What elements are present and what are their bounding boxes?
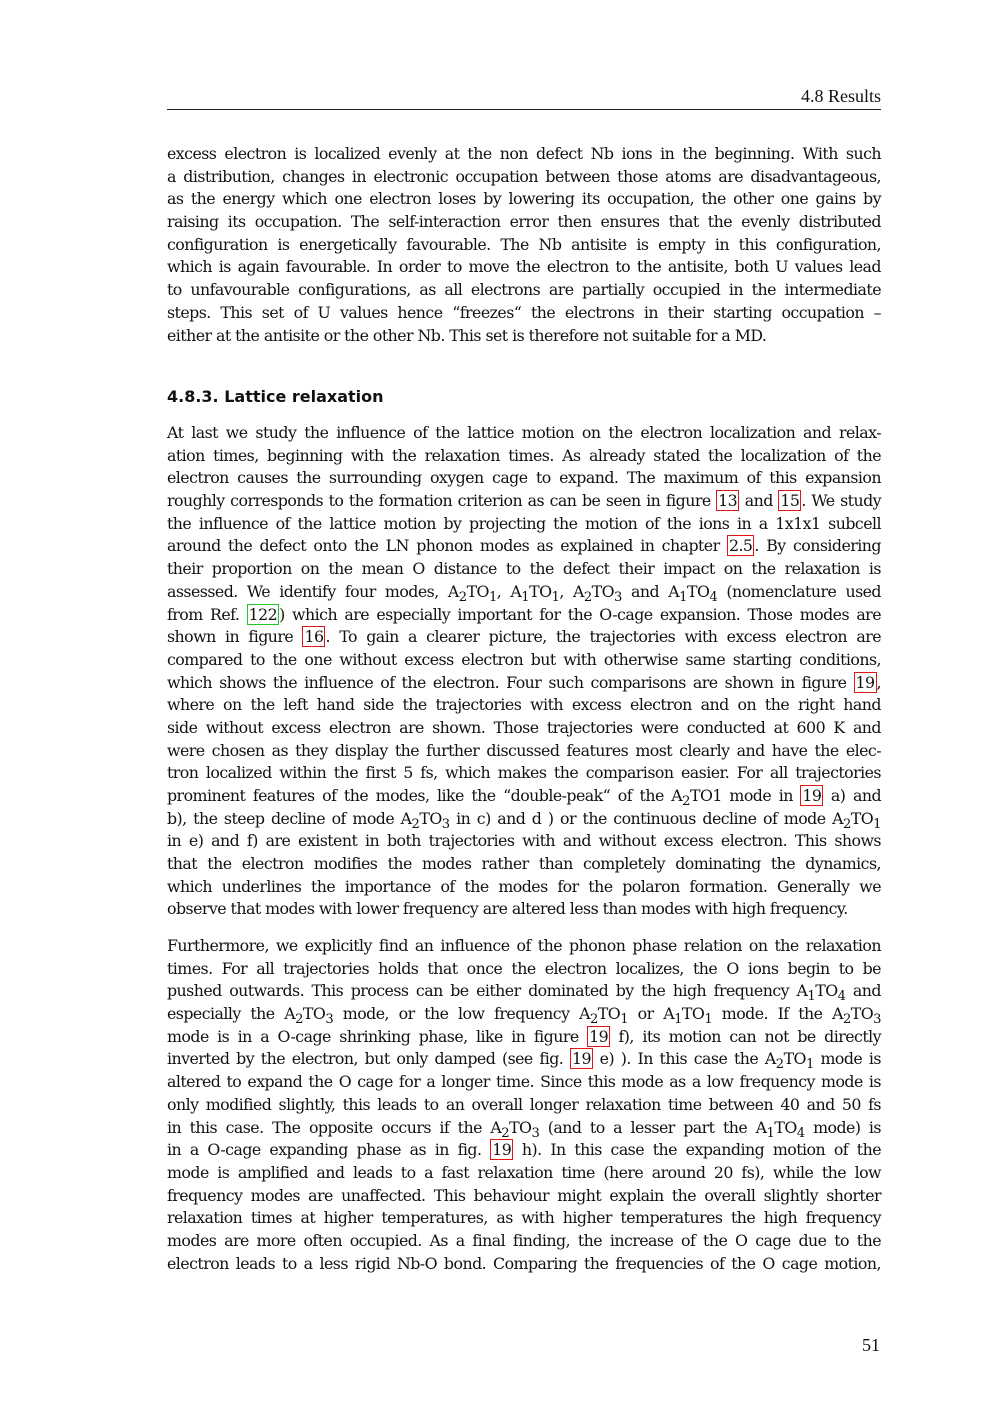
text-run: e) ). In this case the A [592,1049,776,1069]
subscript: 4 [837,989,846,1005]
text-run: shown in figure [167,627,303,647]
subscript: 2 [775,1057,784,1073]
text-run: in this case. The opposite occurs if the A [167,1117,502,1137]
text-run: pushed outwards. This process can be either dominated by the high frequency A [167,981,808,1001]
text-line [167,1139,881,1162]
text-line [167,1026,881,1049]
text-line: were chosen as they display the further discussed features most clearly and have the elec- [167,740,881,760]
subscript: 1 [674,1012,682,1028]
subscript: 4 [796,1125,805,1141]
subscript: 3 [614,589,622,605]
figure-link-16[interactable]: 16 [304,627,324,647]
subscript: 1 [521,589,530,605]
text-run: , [876,672,881,692]
text-line: a distribution, changes in electronic occupation between those atoms are disadvantageous, [167,166,881,186]
text-line: relaxation times at higher temperatures, as with higher temperatures the high frequency [167,1208,881,1228]
text-run: especially the A [167,1004,296,1024]
text-run: a) and [823,786,881,805]
text-line [167,626,881,649]
subscript: 2 [842,816,851,832]
text-run: or A [628,1004,675,1024]
figure-link-19[interactable]: 19 [855,672,875,692]
figure-link-15[interactable]: 15 [780,491,800,511]
text-line: altered to expand the O cage for a longer time. Since this mode as a low frequency mode is [167,1072,881,1092]
section-heading: 4.8.3. Lattice relaxation [167,387,384,406]
subscript: 3 [441,816,450,832]
text-line: that the electron modifies the modes rather than completely dominating the dynamics, [167,854,881,874]
subscript: 2 [842,1012,851,1028]
text-line: At last we study the influence of the lattice motion on the electron localization and relax- [167,423,881,442]
subscript: 1 [551,589,560,605]
text-line: mode is amplified and leads to a fast relaxation time (here around 20 fs), while the low [167,1162,881,1182]
text-run: TO [783,1049,806,1069]
text-line [167,672,881,695]
text-run: h). In this case the expanding motion of the [513,1140,881,1160]
text-line: their proportion on the mean O distance to the defect their impact on the relaxation is [167,559,881,579]
subscript: 3 [873,1012,881,1028]
header-section-label: 4.8 Results [800,86,881,106]
subscript: 1 [488,589,497,605]
text-run: TO [686,581,710,601]
text-run: . We study [801,491,882,511]
page-number: 51 [862,1335,880,1355]
text-run: b), the steep decline of mode A [167,808,412,828]
text-line: only modified slightly, this leads to an overall longer relaxation time between 40 and 50 fs [167,1094,881,1114]
text-run: . To gain a clearer picture, the trajectories with excess electron are [325,627,881,647]
subscript: 2 [682,794,690,810]
paragraph-2 [167,422,881,921]
text-run: TO [302,1004,326,1024]
text-line: times. For all trajectories holds that once the electron localizes, the O ions begin to be [167,958,881,978]
figure-link-19[interactable]: 19 [571,1049,591,1069]
text-run: mode) is [804,1117,881,1137]
subscript: 2 [411,816,420,832]
subscript: 2 [295,1012,303,1028]
text-line: to unfavourable configurations, as all electrons are partially occupied in the intermediate [167,280,881,300]
figure-link-19[interactable]: 19 [492,1140,512,1160]
text-run: prominent features of the modes, like the “double-peak“ of the A [167,786,683,805]
text-line [167,535,881,558]
text-run: in a O-cage expanding phase as in fig. [167,1140,491,1160]
text-line: which is again favourable. In order to move the electron to the antisite, both U values lead [167,257,881,277]
text-line [167,980,881,1003]
running-header [167,84,881,110]
subscript: 1 [679,589,687,605]
subscript: 2 [589,1012,598,1028]
text-run: (and to a lesser part the A [539,1117,767,1137]
text-run: and [845,981,881,1001]
text-run: TO [850,808,874,828]
text-run: TO [850,1004,874,1024]
paragraph-3 [167,935,881,1275]
text-run: TO [774,1117,797,1137]
subscript: 1 [704,1012,713,1028]
text-run: TO [419,808,442,828]
text-line [167,581,881,604]
text-line: raising its occupation. The self-interaction error then ensures that the evenly distributed [167,212,881,232]
text-run: TO [681,1004,705,1024]
text-run: mode is [813,1049,881,1069]
text-line: configuration is energetically favourable. The Nb antisite is empty in this configuration, [167,234,881,254]
text-line: either at the antisite or the other Nb. This set is therefore not suitable for a MD. [167,325,767,345]
chapter-link-2-5[interactable]: 2.5 [728,536,753,556]
text-run: , A [496,581,522,601]
text-run: in c) and d ) or the continuous decline of mode A [449,808,843,828]
text-line: electron causes the surrounding oxygen cage to expand. The maximum of this expansion [167,468,881,488]
text-line: electron leads to a less rigid Nb-O bond. Comparing the frequencies of the O cage motion, [167,1253,881,1273]
text-line: which underlines the importance of the modes for the polaron formation. Generally we [167,876,881,896]
citation-link-122[interactable]: 122 [248,604,278,624]
figure-link-13[interactable]: 13 [718,491,738,511]
text-run: TO [466,581,489,601]
text-run: TO [529,581,552,601]
text-line: side without excess electron are shown. Those trajectories were conducted at 600 K and [167,717,881,737]
text-line: steps. This set of U values hence “freezes“ the electrons in their starting occupation – [167,302,881,322]
text-run: mode, or the low frequency A [333,1004,590,1024]
text-run: TO [815,981,838,1001]
subscript: 1 [807,989,816,1005]
subscript: 2 [458,589,467,605]
text-line [167,490,881,513]
text-line: observe that modes with lower frequency are altered less than modes with high frequency. [167,899,848,919]
text-run: from Ref. [167,604,247,624]
text-run: , A [559,581,584,601]
text-run: (nomenclature used [717,581,881,601]
subscript: 1 [766,1125,775,1141]
text-line: ation times, beginning with the relaxation times. As already stated the localization of the [167,445,881,465]
text-run: TO [591,581,615,601]
text-line [167,604,881,627]
paragraph-1 [167,143,881,347]
text-run: assessed. We identify four modes, A [167,581,459,601]
text-line: tron localized within the first 5 fs, which makes the comparison easier. For all trajectories [167,763,881,783]
text-line: as the energy which one electron loses by lowering its occupation, the other one gains by [167,189,881,209]
text-line [167,1048,881,1071]
subscript: 3 [325,1012,334,1028]
text-run: TO [509,1117,532,1137]
subscript: 1 [873,816,881,832]
text-run: TO1 mode in [689,786,801,805]
text-line: where on the left hand side the trajectories with excess electron and on the right hand [167,695,881,715]
text-line: Furthermore, we explicitly find an influence of the phonon phase relation on the relaxation [167,936,881,955]
text-run: roughly corresponds to the formation criterion as can be seen in figure [167,491,717,511]
text-run: which shows the influence of the electron. Four such comparisons are shown in figure [167,672,854,692]
subscript: 2 [501,1125,510,1141]
text-run: TO [597,1004,621,1024]
text-line [167,785,881,808]
text-run: and A [621,581,680,601]
subscript: 3 [531,1125,540,1141]
text-run: mode is in a O-cage shrinking phase, like in figure [167,1026,588,1046]
text-run: . By considering [754,536,881,556]
figure-link-19[interactable]: 19 [802,786,822,805]
text-line: compared to the one without excess electron but with otherwise same starting conditions, [167,649,881,669]
text-run: f), its motion can not be directly [610,1026,881,1046]
text-run: around the defect onto the LN phonon modes as explained in chapter [167,536,727,556]
text-line: the influence of the lattice motion by projecting the motion of the ions in a 1x1x1 subcell [167,513,881,533]
text-run: and [739,491,779,511]
text-line [167,1003,881,1026]
text-line: frequency modes are unaffected. This behaviour might explain the overall slightly shorter [167,1185,881,1205]
text-line: modes are more often occupied. As a final finding, the increase of the O cage due to the [167,1230,881,1250]
text-run: ) which are especially important for the O-cage expansion. Those modes are [279,604,881,624]
subscript: 2 [583,589,592,605]
text-line: in e) and f) are existent in both trajectories with and without excess electron. This shows [167,831,881,851]
text-line: excess electron is localized evenly at the non defect Nb ions in the beginning. With such [167,144,881,163]
text-run: inverted by the electron, but only damped (see fig. [167,1049,570,1069]
text-line [167,808,881,831]
subscript: 1 [620,1012,629,1028]
text-run: mode. If the A [712,1004,843,1024]
figure-link-19[interactable]: 19 [589,1026,609,1046]
subscript: 1 [805,1057,814,1073]
subscript: 4 [709,589,718,605]
text-line [167,1117,881,1140]
